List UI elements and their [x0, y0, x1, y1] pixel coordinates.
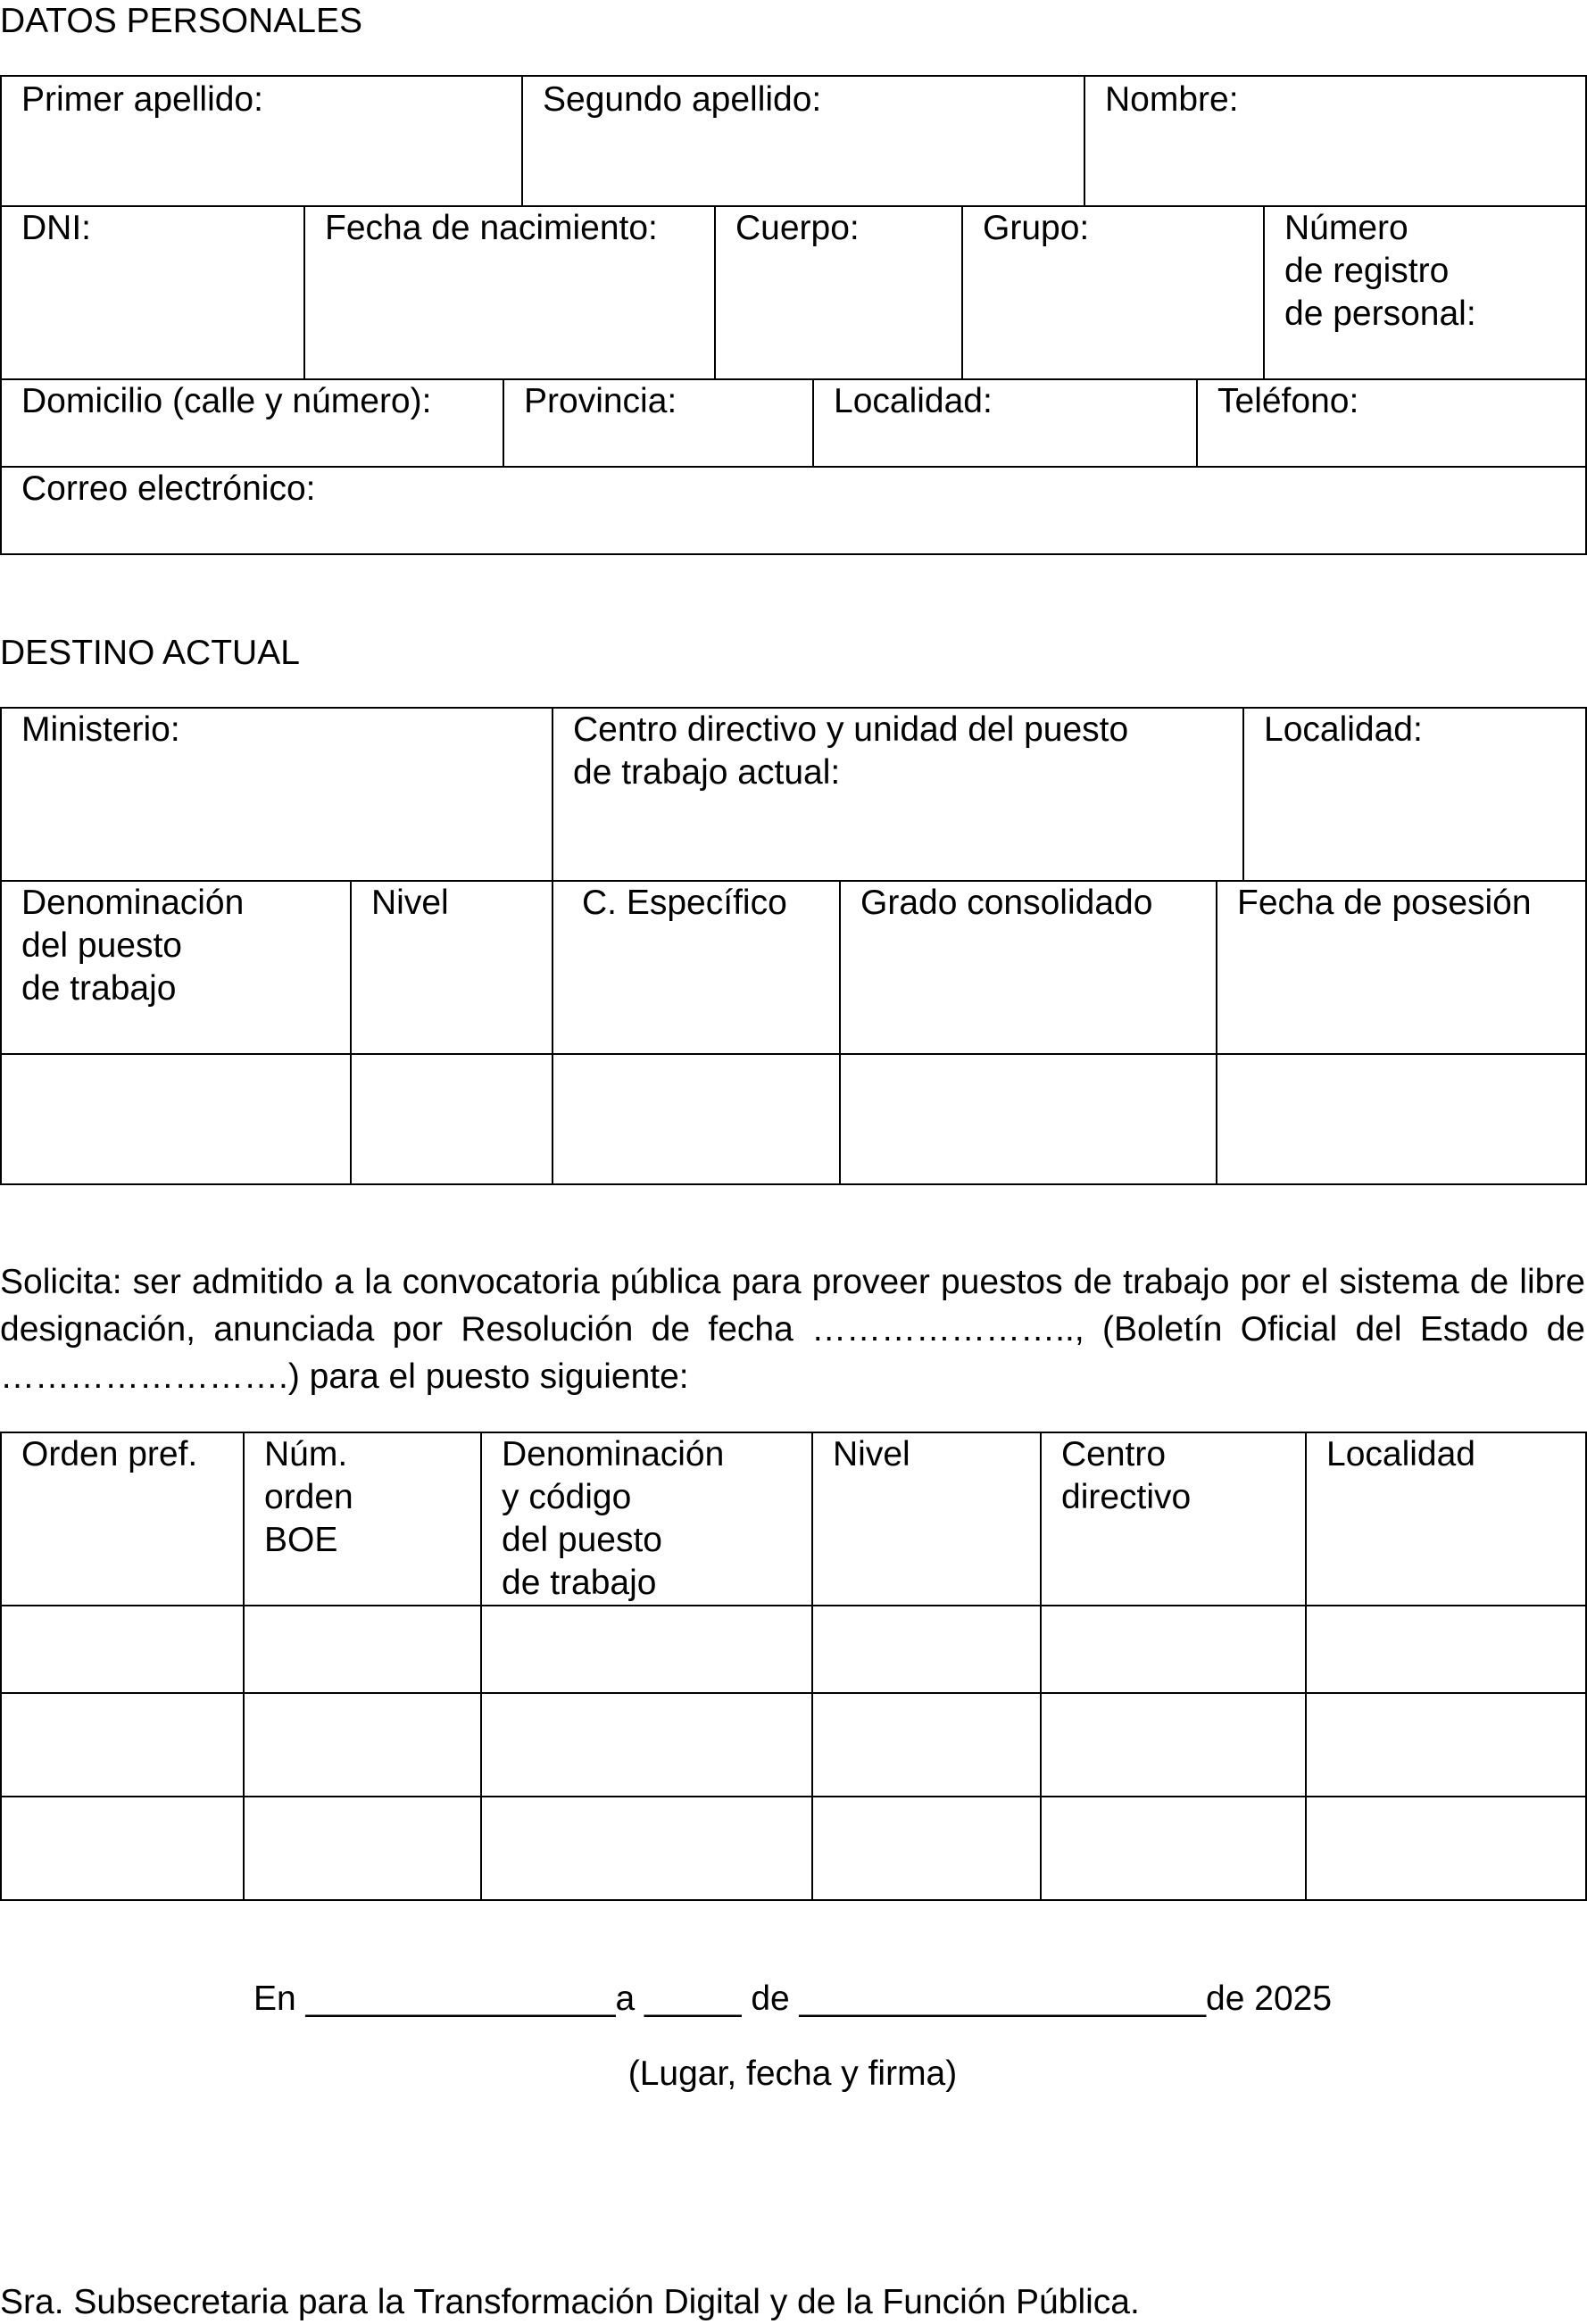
consolidated-grade-cell[interactable] — [840, 1054, 1217, 1184]
post-locality-header: Localidad — [1306, 1432, 1586, 1606]
table-cell[interactable] — [244, 1606, 481, 1693]
destino-row1-table — [0, 707, 1587, 882]
ministry-field[interactable]: Ministerio: — [1, 708, 553, 881]
table-row — [1, 1693, 1586, 1797]
table-cell[interactable] — [1041, 1693, 1306, 1797]
table-cell[interactable] — [812, 1606, 1041, 1693]
level-header: Nivel — [351, 881, 553, 1054]
directive-center-header: Centro directivo — [1041, 1432, 1306, 1606]
request-paragraph: Solicita: ser admitido a la convocatoria pública para proveer puestos de trabajo por el sistema de libre designación, anunciada por Resolución de fecha ………………….., (Boletín Oficial del Estado de …………………….) para el puesto siguiente: — [0, 1263, 1585, 1396]
locality-field[interactable]: Localidad: — [813, 379, 1197, 467]
specific-complement-cell[interactable] — [553, 1054, 840, 1184]
table-cell[interactable] — [481, 1606, 812, 1693]
table-cell[interactable] — [244, 1693, 481, 1797]
cuerpo-field[interactable]: Cuerpo: — [715, 206, 962, 379]
address-field[interactable]: Domicilio (calle y número): — [1, 379, 503, 467]
table-cell[interactable] — [1, 1606, 244, 1693]
table-cell[interactable] — [1, 1797, 244, 1900]
current-locality-field[interactable]: Localidad: — [1243, 708, 1586, 881]
table-cell[interactable] — [244, 1797, 481, 1900]
destino-row2-table — [0, 880, 1587, 1185]
post-name-code-header: Denominación y código del puesto de trabajo — [481, 1432, 812, 1606]
table-cell[interactable] — [481, 1797, 812, 1900]
section-title-destino: DESTINO ACTUAL — [0, 634, 300, 672]
table-cell[interactable] — [1306, 1693, 1586, 1797]
grupo-field[interactable]: Grupo: — [962, 206, 1264, 379]
table-cell[interactable] — [1, 1693, 244, 1797]
consolidated-grade-header: Grado consolidado — [840, 881, 1217, 1054]
name-field[interactable]: Nombre: — [1084, 76, 1586, 206]
current-center-field[interactable]: Centro directivo y unidad del puesto de trabajo actual: — [553, 708, 1243, 881]
boe-order-header: Núm. orden BOE — [244, 1432, 481, 1606]
job-title-cell[interactable] — [1, 1054, 351, 1184]
personal-row2-table — [0, 205, 1587, 380]
dni-field[interactable]: DNI: — [1, 206, 304, 379]
signature-caption: (Lugar, fecha y firma) — [627, 2054, 958, 2093]
email-field[interactable]: Correo electrónico: — [1, 467, 1586, 554]
second-surname-field[interactable]: Segundo apellido: — [522, 76, 1084, 206]
preference-order-header: Orden pref. — [1, 1432, 244, 1606]
post-level-header: Nivel — [812, 1432, 1041, 1606]
table-cell[interactable] — [812, 1797, 1041, 1900]
personal-row3-table — [0, 378, 1587, 468]
table-cell[interactable] — [481, 1693, 812, 1797]
level-cell[interactable] — [351, 1054, 553, 1184]
table-cell[interactable] — [812, 1693, 1041, 1797]
table-cell[interactable] — [1306, 1606, 1586, 1693]
possession-date-header: Fecha de posesión — [1217, 881, 1586, 1054]
province-field[interactable]: Provincia: — [503, 379, 813, 467]
requested-posts-table — [0, 1432, 1587, 1901]
job-title-header: Denominación del puesto de trabajo — [1, 881, 351, 1054]
personal-row4-table — [0, 466, 1587, 555]
addressee: Sra. Subsecretaria para la Transformación Digital y de la Función Pública. — [0, 2283, 1140, 2321]
table-cell[interactable] — [1041, 1797, 1306, 1900]
personal-row1-table — [0, 75, 1587, 207]
section-title-personal: DATOS PERSONALES — [0, 2, 363, 40]
phone-field[interactable]: Teléfono: — [1197, 379, 1586, 467]
table-cell[interactable] — [1041, 1606, 1306, 1693]
signature-line: En ________________a _____ de _____________________de 2025 — [253, 1980, 1333, 2018]
table-row — [1, 1606, 1586, 1693]
first-surname-field[interactable]: Primer apellido: — [1, 76, 522, 206]
table-row — [1, 1797, 1586, 1900]
specific-complement-header: C. Específico — [553, 881, 840, 1054]
possession-date-cell[interactable] — [1217, 1054, 1586, 1184]
birth-date-field[interactable]: Fecha de nacimiento: — [304, 206, 715, 379]
registry-number-field[interactable]: Número de registro de personal: — [1264, 206, 1586, 379]
table-cell[interactable] — [1306, 1797, 1586, 1900]
